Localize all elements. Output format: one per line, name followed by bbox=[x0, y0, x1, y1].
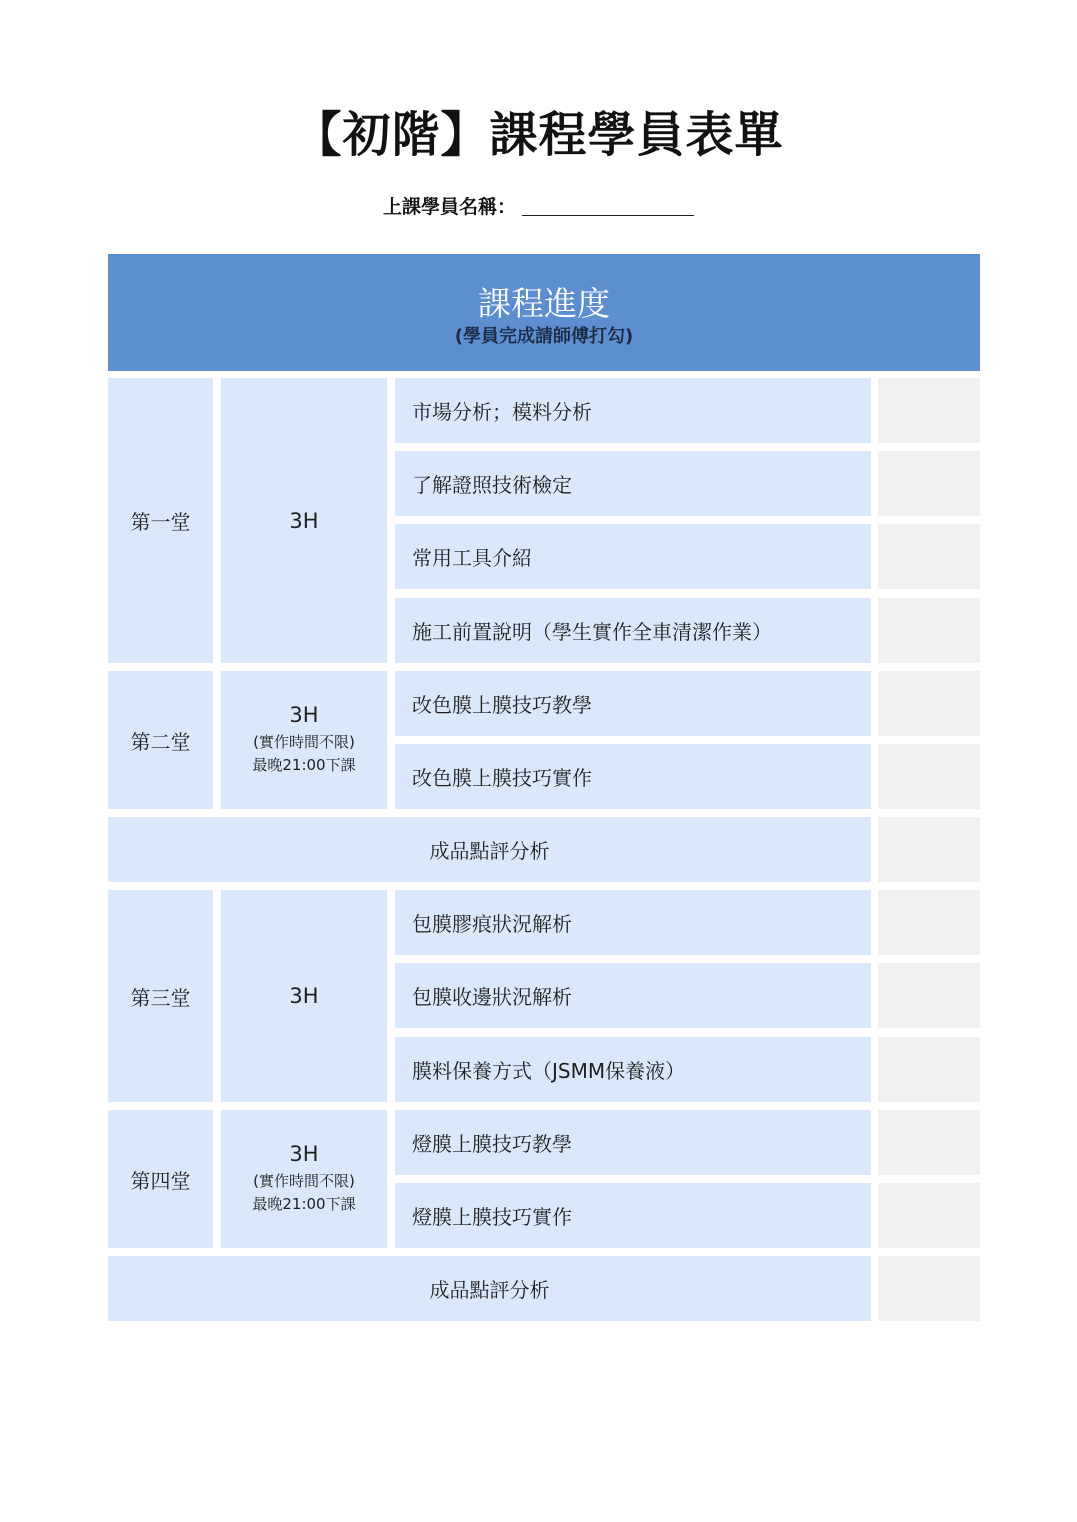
hours-label: 3H bbox=[289, 1142, 319, 1166]
student-name-blank[interactable] bbox=[522, 197, 694, 216]
topic-cell: 包膜膠痕狀況解析 bbox=[395, 890, 871, 955]
session-hours bbox=[221, 378, 387, 663]
topic-cell: 施工前置說明（學生實作全車清潔作業） bbox=[395, 598, 871, 663]
checkbox-cell[interactable] bbox=[878, 671, 980, 736]
topic-cell: 燈膜上膜技巧教學 bbox=[395, 1110, 871, 1175]
checkbox-cell[interactable] bbox=[878, 963, 980, 1028]
hours-label: 3H bbox=[289, 984, 319, 1008]
hours-note: 最晚21:00下課 bbox=[252, 756, 356, 774]
topic-cell: 了解證照技術檢定 bbox=[395, 451, 871, 516]
hours-note: (實作時間不限) bbox=[253, 733, 355, 751]
checkbox-cell[interactable] bbox=[878, 1256, 980, 1321]
checkbox-cell[interactable] bbox=[878, 744, 980, 809]
checkbox-cell[interactable] bbox=[878, 524, 980, 589]
session-name: 第三堂 bbox=[108, 890, 213, 1102]
session-hours bbox=[221, 671, 387, 809]
progress-header-title: 課程進度 bbox=[478, 284, 610, 323]
session-name: 第一堂 bbox=[108, 378, 213, 663]
topic-cell: 膜料保養方式（JSMM保養液） bbox=[395, 1037, 871, 1102]
progress-header bbox=[108, 254, 980, 371]
checkbox-cell[interactable] bbox=[878, 378, 980, 443]
review-cell: 成品點評分析 bbox=[108, 817, 871, 882]
session-hours bbox=[221, 1110, 387, 1248]
checkbox-cell[interactable] bbox=[878, 890, 980, 955]
hours-note: (實作時間不限) bbox=[253, 1172, 355, 1190]
session-hours bbox=[221, 890, 387, 1102]
page-title: 【初階】課程學員表單 bbox=[293, 107, 784, 163]
topic-cell: 改色膜上膜技巧教學 bbox=[395, 671, 871, 736]
session-name: 第四堂 bbox=[108, 1110, 213, 1248]
hours-note: 最晚21:00下課 bbox=[252, 1195, 356, 1213]
topic-cell: 改色膜上膜技巧實作 bbox=[395, 744, 871, 809]
topic-cell: 燈膜上膜技巧實作 bbox=[395, 1183, 871, 1248]
hours-label: 3H bbox=[289, 703, 319, 727]
topic-cell: 常用工具介紹 bbox=[395, 524, 871, 589]
topic-cell: 市場分析；模料分析 bbox=[395, 378, 871, 443]
hours-label: 3H bbox=[289, 508, 319, 533]
topic-cell: 包膜收邊狀況解析 bbox=[395, 963, 871, 1028]
progress-header-note: (學員完成請師傅打勾) bbox=[454, 326, 634, 347]
checkbox-cell[interactable] bbox=[878, 1037, 980, 1102]
student-name-label: 上課學員名稱： bbox=[382, 196, 516, 218]
checkbox-cell[interactable] bbox=[878, 451, 980, 516]
checkbox-cell[interactable] bbox=[878, 1110, 980, 1175]
session-name: 第二堂 bbox=[108, 671, 213, 809]
checkbox-cell[interactable] bbox=[878, 598, 980, 663]
student-name-line bbox=[0, 192, 1077, 219]
checkbox-cell[interactable] bbox=[878, 817, 980, 882]
checkbox-cell[interactable] bbox=[878, 1183, 980, 1248]
review-cell: 成品點評分析 bbox=[108, 1256, 871, 1321]
